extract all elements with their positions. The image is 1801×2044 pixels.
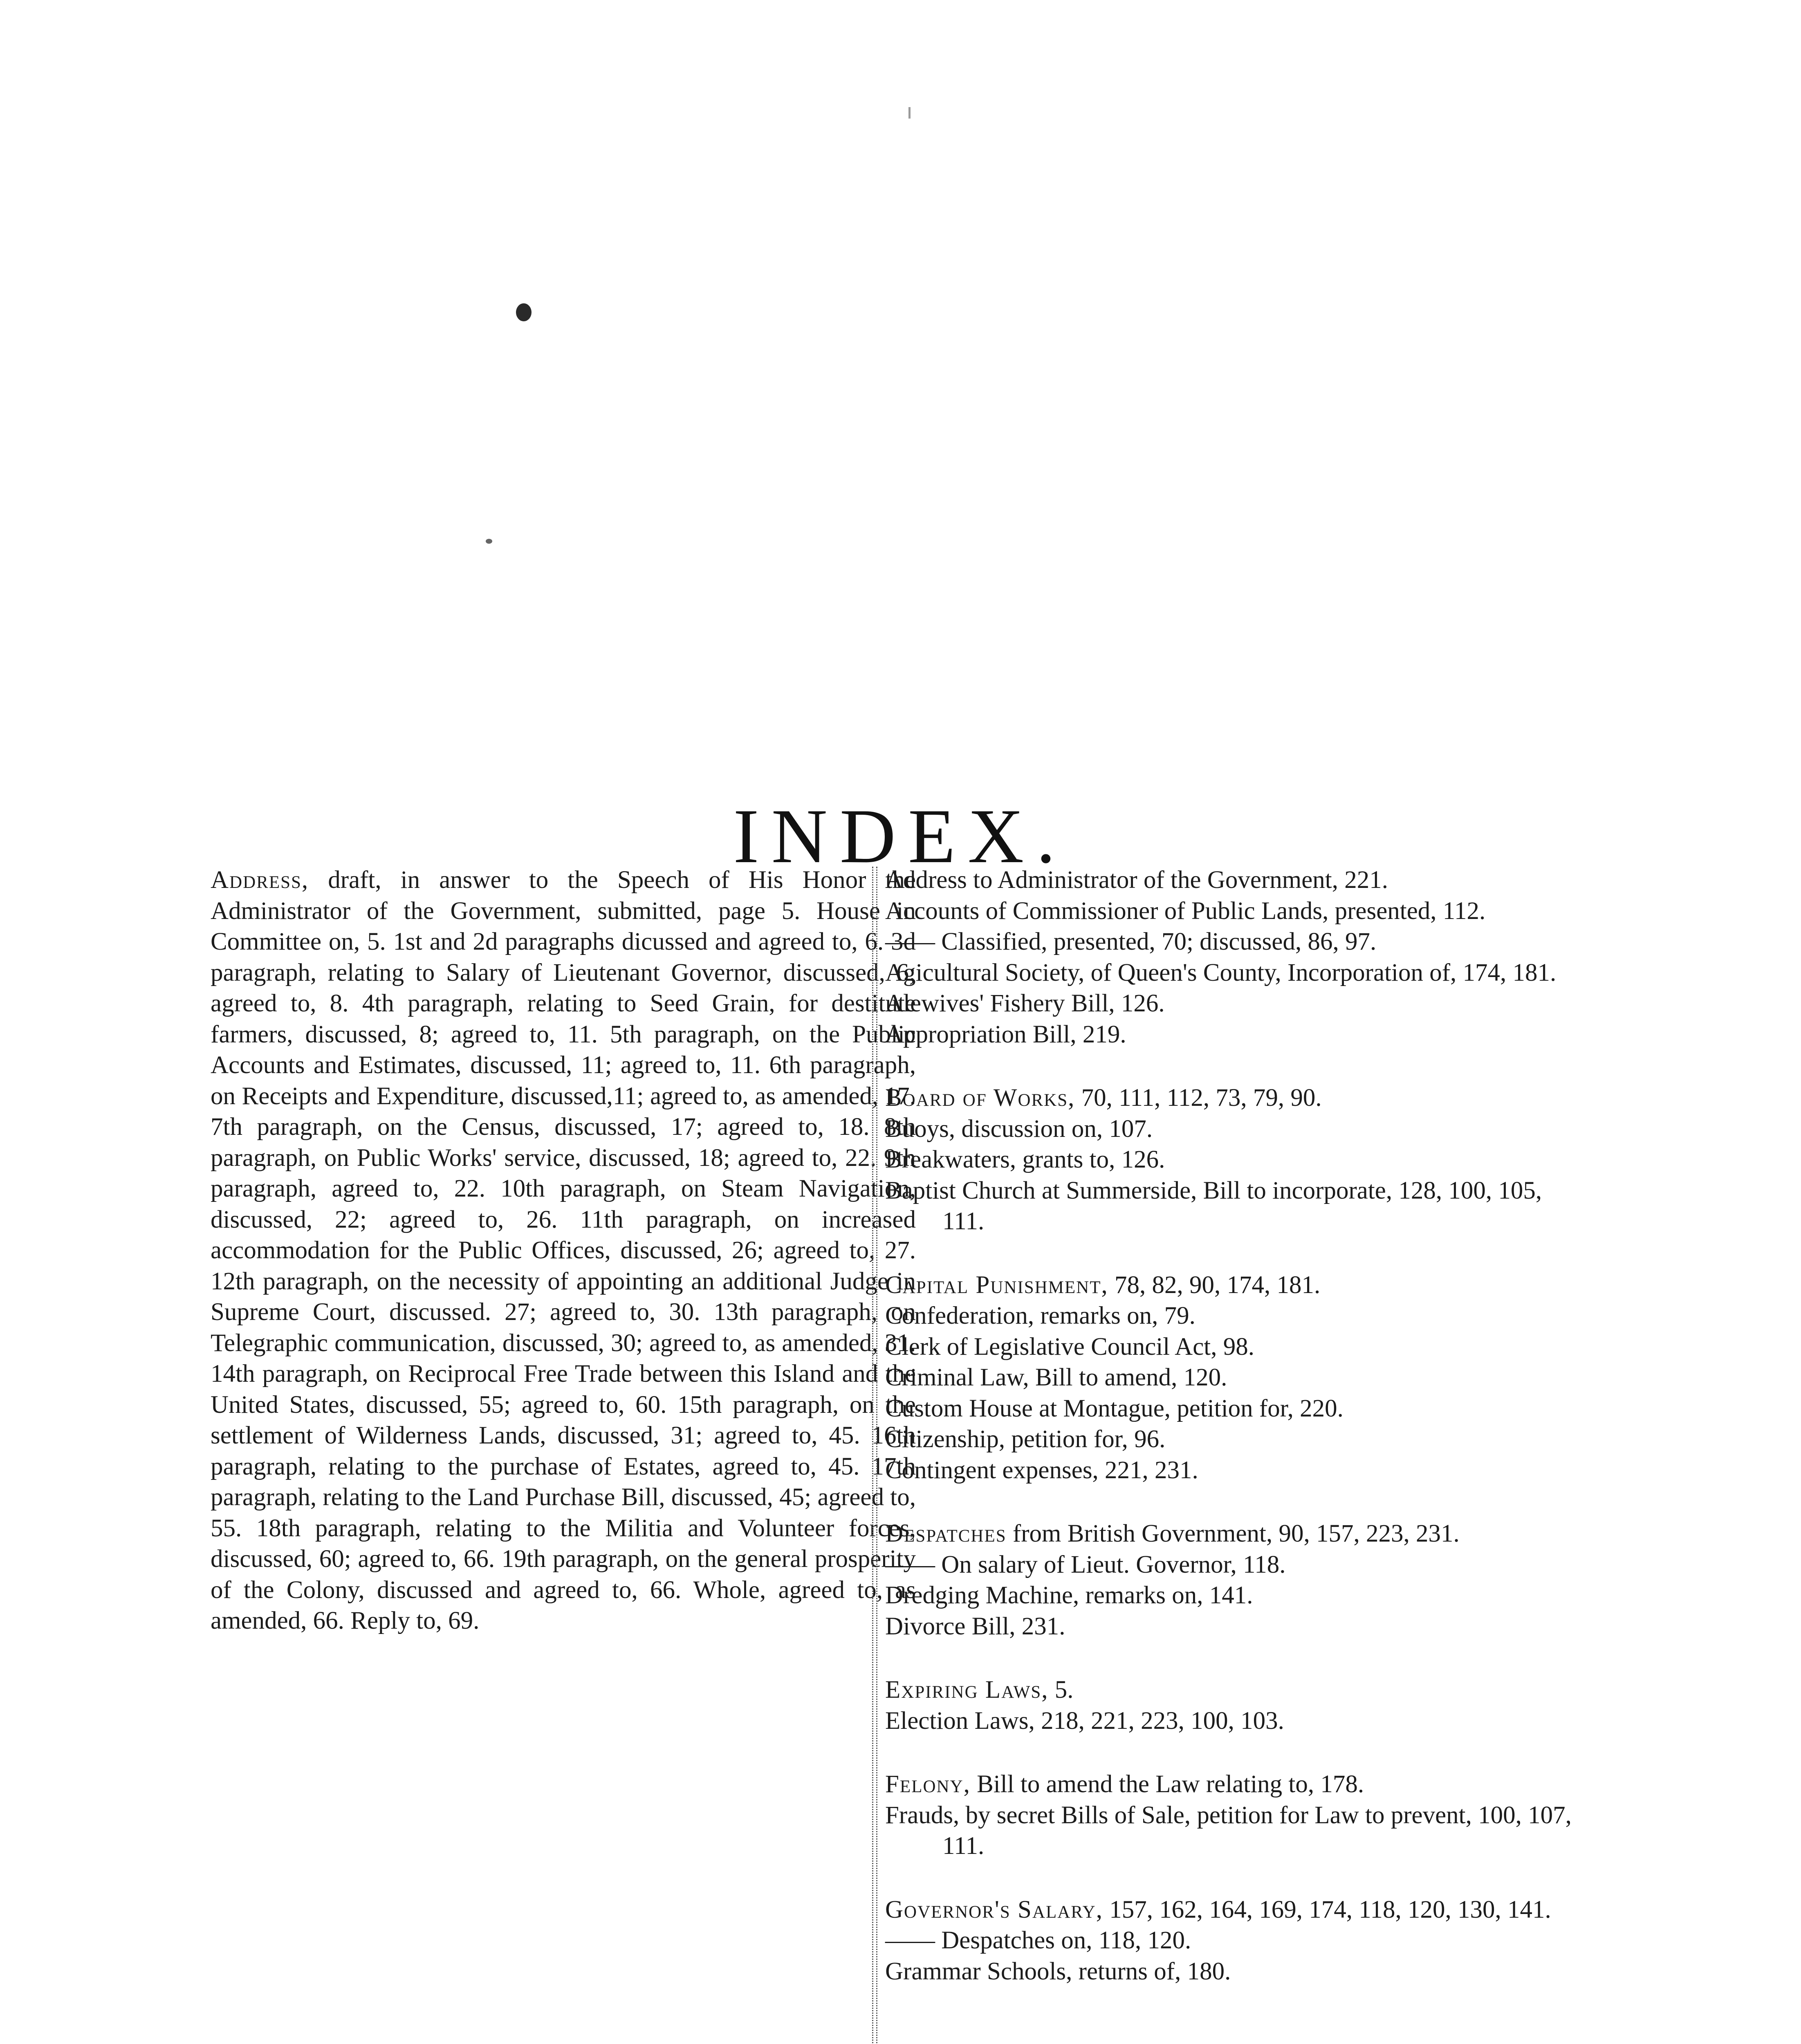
entry-text: from British Government, 90, 157, 223, 231. bbox=[1006, 1520, 1460, 1547]
section-gap bbox=[885, 1486, 1580, 1518]
index-entry: Agicultural Society, of Queen's County, Incorporation of, 174, 181. bbox=[885, 959, 1557, 986]
index-entry bbox=[885, 1083, 1580, 1114]
index-entry bbox=[885, 1894, 1580, 1925]
index-entry: Custom House at Montague, petition for, 220. bbox=[885, 1394, 1343, 1422]
page-title: INDEX. bbox=[733, 793, 1068, 880]
index-entry: Address to Administrator of the Government, 221. bbox=[885, 866, 1388, 894]
section-gap bbox=[885, 1862, 1580, 1894]
index-entry bbox=[885, 1270, 1580, 1301]
section-gap bbox=[885, 1736, 1580, 1769]
entry-head: Despatches bbox=[885, 1520, 1007, 1547]
entry-head: Felony, bbox=[885, 1771, 971, 1798]
entry-head: Board of Works, bbox=[885, 1084, 1075, 1112]
index-entry bbox=[885, 1518, 1580, 1549]
ink-blot bbox=[516, 303, 532, 321]
index-entry: Contingent expenses, 221, 231. bbox=[885, 1456, 1198, 1484]
index-entry: —— Classified, presented, 70; discussed, 86, 97. bbox=[885, 928, 1377, 955]
index-entry: Frauds, by secret Bills of Sale, petition for Law to prevent, 100, 107, 111. bbox=[885, 1801, 1572, 1860]
index-entry: Confederation, remarks on, 79. bbox=[885, 1302, 1195, 1329]
entry-text: 70, 111, 112, 73, 79, 90. bbox=[1075, 1084, 1322, 1112]
left-column bbox=[157, 865, 916, 1636]
index-entry: Alewives' Fishery Bill, 126. bbox=[885, 990, 1165, 1017]
ink-speck bbox=[908, 107, 911, 119]
entry-text: 157, 162, 164, 169, 174, 118, 120, 130, 141. bbox=[1103, 1896, 1551, 1923]
index-entry: Grammar Schools, returns of, 180. bbox=[885, 1957, 1231, 1985]
section-gap bbox=[885, 1237, 1580, 1270]
column-divider bbox=[872, 867, 873, 2044]
index-entry: Accounts of Commissioner of Public Lands, presented, 112. bbox=[885, 897, 1486, 925]
column-divider bbox=[876, 867, 877, 2044]
index-entry bbox=[885, 1674, 1580, 1706]
index-entry: Baptist Church at Summerside, Bill to incorporate, 128, 100, 105, 111. bbox=[885, 1177, 1542, 1235]
entry-text: draft, in answer to the Speech of His Honor the Administrator of the Government, submitted, page 5. House in Committee on, 5. 1st and 2d paragraphs dicussed and agreed to, 6. 3d paragraph, relating to Salary of Lieutenant Governor, discussed, 6; agreed to, 8. 4th paragraph, relating to Seed Grain, for destitute farmers, discussed, 8; agreed to, 11. 5th paragraph, on the Public Accounts and Estimates, discussed, 11; agreed to, 11. 6th paragraph, on Receipts and Expenditure, discussed,11; agreed to, as amended, 17. 7th paragraph, on the Census, discussed, 17; agreed to, 18. 8th paragraph, on Public Works' service, discussed, 18; agreed to, 22. 9th paragraph, agreed to, 22. 10th paragraph, on Steam Navigation, discussed, 22; agreed to, 26. 11th paragraph, on increased accommodation for the Public Offices, discussed, 26; agreed to, 27. 12th paragraph, on the necessity of appointing an additional Judge in Supreme Court, discussed. 27; agreed to, 30. 13th paragraph, on Telegraphic communication, discussed, 30; agreed to, as amended, 31. 14th paragraph, on Reciprocal Free Trade between this Island and the United States, discussed, 55; agreed to, 60. 15th paragraph, on the settlement of Wilderness Lands, discussed, 31; agreed to, 45. 16th paragraph, relating to the purchase of Estates, agreed to, 45. 17th paragraph, relating to the Land Purchase Bill, discussed, 45; agreed to, 55. 18th paragraph, relating to the Militia and Volunteer forces, discussed, 60; agreed to, 66. 19th paragraph, on the general prosperity of the Colony, discussed and agreed to, 66. Whole, agreed to, as amended, 66. Reply to, 69. bbox=[211, 866, 916, 1634]
index-entry: Clerk of Legislative Council Act, 98. bbox=[885, 1333, 1254, 1360]
index-entry: Election Laws, 218, 221, 223, 100, 103. bbox=[885, 1707, 1284, 1735]
entry-head: Expiring Laws, bbox=[885, 1676, 1049, 1703]
entry-text: 5. bbox=[1048, 1676, 1074, 1703]
entry-head: Address, bbox=[211, 866, 309, 894]
section-gap bbox=[885, 1050, 1580, 1083]
section-gap bbox=[885, 1642, 1580, 1674]
right-column bbox=[885, 865, 1580, 1987]
ink-speck bbox=[486, 539, 492, 544]
index-entry: Breakwaters, grants to, 126. bbox=[885, 1146, 1165, 1173]
index-entry bbox=[885, 1769, 1580, 1800]
index-entry: Criminal Law, Bill to amend, 120. bbox=[885, 1364, 1227, 1391]
index-entry: Citizenship, petition for, 96. bbox=[885, 1425, 1166, 1453]
entry-text: 78, 82, 90, 174, 181. bbox=[1108, 1271, 1321, 1299]
entry-head: Governor's Salary, bbox=[885, 1896, 1103, 1923]
index-entry: Appropriation Bill, 219. bbox=[885, 1020, 1126, 1048]
entry-text: Bill to amend the Law relating to, 178. bbox=[970, 1771, 1364, 1798]
entry-head: Capital Punishment, bbox=[885, 1271, 1108, 1299]
index-entry: Dredging Machine, remarks on, 141. bbox=[885, 1582, 1253, 1609]
index-entry: Buoys, discussion on, 107. bbox=[885, 1115, 1153, 1143]
index-entry: —— Despatches on, 118, 120. bbox=[885, 1927, 1191, 1954]
index-entry: —— On salary of Lieut. Governor, 118. bbox=[885, 1551, 1286, 1578]
index-entry-address bbox=[211, 865, 916, 1636]
index-entry: Divorce Bill, 231. bbox=[885, 1612, 1065, 1640]
